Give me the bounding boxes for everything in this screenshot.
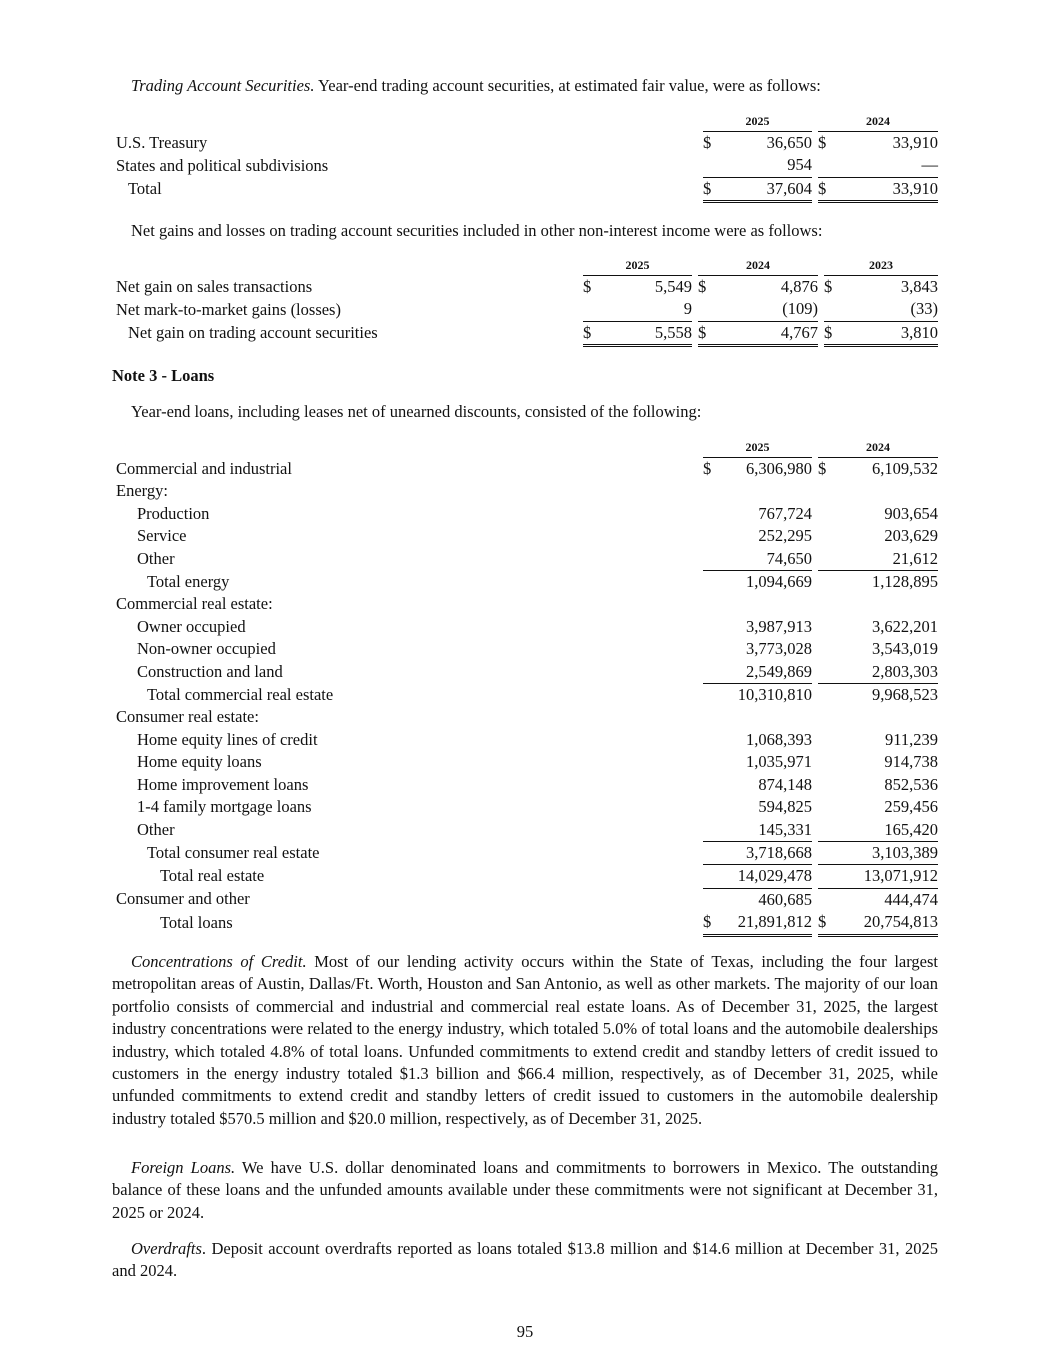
concentrations-paragraph [112,951,938,1130]
trading-gains-table [112,255,938,347]
cell-value: (109) [712,298,818,321]
page-number: 95 [516,1322,534,1341]
trading-intro-title: Trading Account Securities. [131,76,315,95]
currency-symbol [703,729,718,751]
cell-value: 4,876 [780,277,818,296]
currency-symbol: $ [703,459,712,478]
cell-value: 33,910 [832,177,938,201]
table-row [112,684,938,707]
row-label: Net mark-to-market gains (losses) [116,299,341,319]
currency-symbol [703,154,718,177]
cell-value: 3,773,028 [746,639,812,659]
cell-value: 3,622,201 [872,616,938,636]
cell-value: 74,650 [718,548,812,571]
currency-symbol [818,774,832,796]
table-row [112,503,938,525]
cell-value: 444,474 [884,889,938,909]
table-row [112,729,938,751]
cell-value: 37,604 [718,177,812,201]
cell-value: 1,128,895 [872,572,938,592]
row-label: Other [137,548,175,568]
gains-intro: Net gains and losses on trading account securities included in other non-interest income were as follows: [131,221,823,240]
cell-value: 21,612 [832,548,938,571]
currency-symbol [818,154,832,177]
row-label: Net gain on trading account securities [128,323,378,343]
table-row [112,911,938,935]
table-row [112,276,938,299]
cell-value: 203,629 [884,526,938,546]
currency-symbol [703,819,718,842]
currency-symbol [703,888,718,911]
cell-value: 252,295 [758,526,812,546]
table-row [112,525,938,547]
currency-symbol [703,841,718,864]
table-row [112,888,938,911]
currency-symbol: $ [698,277,707,296]
currency-symbol [703,751,718,773]
row-label: Net gain on sales transactions [116,276,313,296]
currency-symbol [703,684,718,707]
cell-value: 874,148 [758,774,812,794]
row-label: Construction and land [137,661,283,681]
currency-symbol [703,796,718,818]
currency-symbol [698,298,712,321]
currency-symbol [818,593,832,615]
table-row-total [112,321,938,345]
foreign-loans-title: Foreign Loans. [131,1158,236,1177]
currency-symbol [703,503,718,525]
currency-symbol [818,706,832,728]
row-label: Consumer real estate: [116,707,259,727]
cell-value: 10,310,810 [737,685,812,705]
cell-value: 13,071,912 [832,865,938,888]
currency-symbol [703,865,718,888]
currency-symbol [703,525,718,547]
table-row [112,638,938,660]
currency-symbol [818,796,832,818]
row-label: Non-owner occupied [137,639,276,659]
row-label: Other [137,819,175,839]
currency-symbol: $ [583,321,598,345]
currency-symbol: $ [818,133,827,152]
row-label: Commercial real estate: [116,594,273,614]
row-label: Total energy [147,571,230,591]
currency-symbol [818,503,832,525]
row-label: Consumer and other [116,889,250,909]
cell-value: 165,420 [832,819,938,842]
currency-symbol: $ [818,459,827,478]
currency-symbol [703,548,718,571]
table-header-row [112,111,938,132]
overdrafts-paragraph [112,1238,938,1283]
cell-value [832,593,938,615]
foreign-loans-paragraph [112,1157,938,1224]
currency-symbol [818,548,832,571]
trading-intro-text: Year-end trading account securities, at estimated fair value, were as follows: [314,76,821,95]
cell-value: 460,685 [758,889,812,909]
year-header: 2024 [818,111,938,132]
currency-symbol [818,841,832,864]
row-label: Owner occupied [137,616,246,636]
cell-value: 9 [598,298,692,321]
cell-value: 954 [718,154,812,177]
table-row [112,616,938,638]
currency-symbol [818,888,832,911]
cell-value: 1,068,393 [746,729,812,749]
overdrafts-title: Overdrafts [131,1239,202,1258]
cell-value: 20,754,813 [832,911,938,935]
table-header-row [112,255,938,276]
year-header: 2025 [583,255,692,276]
currency-symbol [818,751,832,773]
currency-symbol [824,298,838,321]
cell-value: 3,718,668 [718,841,812,864]
currency-symbol [703,706,718,728]
cell-value: 2,803,303 [832,661,938,684]
cell-value: 6,306,980 [746,459,812,478]
cell-value: (33) [838,298,938,321]
cell-value: 1,035,971 [746,752,812,772]
currency-symbol [818,525,832,547]
cell-value: 3,543,019 [872,639,938,659]
currency-symbol [818,865,832,888]
currency-symbol [703,638,718,660]
currency-symbol [818,684,832,707]
table-row [112,751,938,773]
row-label: Total loans [160,912,233,932]
cell-value: 852,536 [884,774,938,794]
cell-value: 903,654 [884,503,938,523]
currency-symbol [703,616,718,638]
currency-symbol [818,638,832,660]
loans-table-body [112,458,938,936]
cell-value [718,480,812,502]
year-header: 2025 [703,437,812,458]
cell-value [832,706,938,728]
cell-value: 3,843 [900,277,938,296]
loans-table [112,437,938,937]
currency-symbol: $ [824,321,838,345]
cell-value: 21,891,812 [718,911,812,935]
row-label: Home equity lines of credit [137,729,318,749]
cell-value: 1,094,669 [746,572,812,592]
currency-symbol [818,616,832,638]
trading-intro [112,75,938,97]
currency-symbol [703,571,718,594]
section-heading: Note 3 - Loans [112,366,215,385]
cell-value: 145,331 [718,819,812,842]
table-row [112,706,938,728]
row-label: States and political subdivisions [116,155,329,175]
row-label: 1-4 family mortgage loans [137,797,312,817]
cell-value: — [832,154,938,177]
concentrations-text: Most of our lending activity occurs within the State of Texas, including the four largest metropolitan areas of Austin, Dallas/Ft. Worth, Houston and San Antonio, as well as other markets. The majority of our loan portfolio consists of commercial and industrial and commercial real estate loans. As of December 31, 2025, the largest industry concentrations were related to the energy industry, which totaled 5.0% of total loans and the automobile dealerships industry, which totaled 4.8% of total loans. Unfunded commitments to extend credit and standby letters of credit issued to customers in the energy industry totaled $1.3 billion and $66.4 million, respectively, as of December 31, 2025, while unfunded commitments to extend credit and standby letters of credit issued to customers in the automobile dealership industry totaled $570.5 million and $20.0 million, respectively, as of December 31, 2025. [112,952,939,1128]
cell-value: 3,987,913 [746,616,812,636]
table-row [112,154,938,177]
table-row [112,458,938,481]
year-header: 2025 [703,111,812,132]
table-row [112,298,938,321]
cell-value: 5,558 [598,321,692,345]
currency-symbol: $ [703,911,718,935]
currency-symbol [818,661,832,684]
currency-symbol: $ [583,277,592,296]
currency-symbol [703,774,718,796]
row-label: Total [128,179,162,199]
cell-value: 914,738 [884,752,938,772]
currency-symbol [818,571,832,594]
table-row [112,548,938,571]
table-row [112,593,938,615]
currency-symbol: $ [824,277,833,296]
table-row [112,841,938,864]
cell-value: 259,456 [884,797,938,817]
row-label: Total commercial real estate [147,684,334,704]
cell-value: 14,029,478 [718,865,812,888]
cell-value: 33,910 [892,133,938,152]
currency-symbol [818,819,832,842]
trading-securities-table [112,111,938,203]
cell-value: 3,810 [838,321,938,345]
table-row [112,132,938,155]
row-label: Production [137,503,210,523]
cell-value [718,593,812,615]
row-label: U.S. Treasury [116,132,208,152]
row-label: Commercial and industrial [116,458,292,478]
table-row [112,796,938,818]
currency-symbol: $ [698,321,712,345]
currency-symbol: $ [703,133,712,152]
concentrations-title: Concentrations of Credit. [131,952,307,971]
currency-symbol [818,729,832,751]
currency-symbol: $ [818,177,832,201]
row-label: Home improvement loans [137,774,309,794]
currency-symbol [703,593,718,615]
table-row [112,865,938,888]
currency-symbol: $ [703,177,718,201]
year-header: 2024 [698,255,818,276]
row-label: Energy: [116,481,168,501]
table-row-total [112,177,938,201]
cell-value: 594,825 [758,797,812,817]
cell-value [832,480,938,502]
table-row [112,774,938,796]
cell-value [718,706,812,728]
table-header-row [112,437,938,458]
cell-value: 911,239 [884,729,938,749]
currency-symbol [583,298,598,321]
table-row [112,480,938,502]
loans-intro: Year-end loans, including leases net of unearned discounts, consisted of the following: [131,402,702,421]
year-header: 2024 [818,437,938,458]
row-label: Service [137,526,187,546]
foreign-loans-text: We have U.S. dollar denominated loans and commitments to borrowers in Mexico. The outstanding balance of these loans and the unfunded amounts available under these commitments were not significant at December 31, 2025 or 2024. [112,1158,938,1222]
currency-symbol: $ [818,911,832,935]
overdrafts-text: . Deposit account overdrafts reported as loans totaled $13.8 million and $14.6 million at December 31, 2025 and 2024. [112,1239,938,1281]
cell-value: 2,549,869 [718,661,812,684]
row-label: Total real estate [160,866,265,886]
cell-value: 767,724 [758,503,812,523]
currency-symbol [703,480,718,502]
cell-value: 36,650 [766,133,812,152]
currency-symbol [818,480,832,502]
cell-value: 5,549 [654,277,692,296]
table-row [112,661,938,684]
cell-value: 9,968,523 [872,685,938,705]
currency-symbol [703,661,718,684]
row-label: Home equity loans [137,752,262,772]
table-row [112,819,938,842]
year-header: 2023 [824,255,938,276]
table-row [112,571,938,594]
cell-value: 6,109,532 [872,459,938,478]
cell-value: 4,767 [712,321,818,345]
row-label: Total consumer real estate [147,842,320,862]
cell-value: 3,103,389 [832,841,938,864]
